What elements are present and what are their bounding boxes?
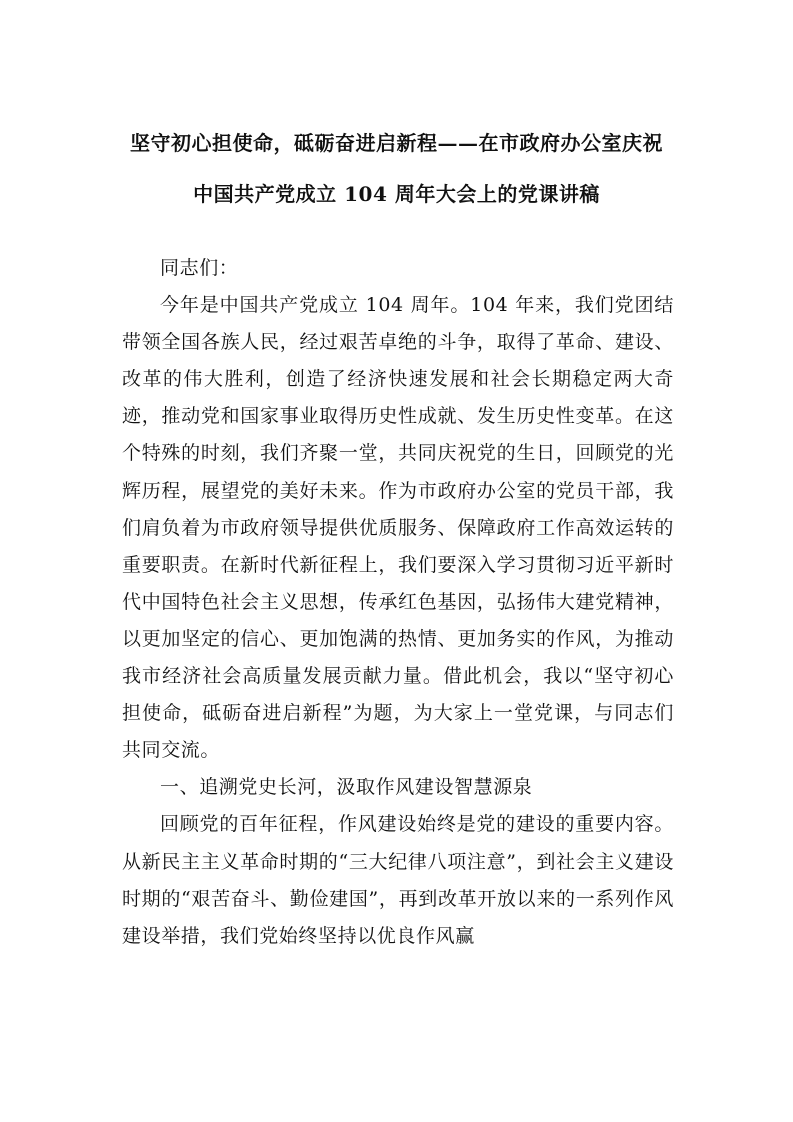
- document-title-line-1: 坚守初心担使命，砥砺奋进启新程——在市政府办公室庆祝: [130, 131, 663, 155]
- section-heading: 一、追溯党史长河，汲取作风建设智慧源泉: [160, 776, 533, 799]
- salutation: 同志们：: [160, 257, 239, 279]
- document-title-line-2: 中国共产党成立 104 周年大会上的党课讲稿: [193, 182, 600, 206]
- body-paragraph: 回顾党的百年征程，作风建设始终是党的建设的重要内容。从新民主主义革命时期的“三大纪律八项注意”，到社会主义建设时期的“艰苦奋斗、勤俭建国”，再到改革开放以来的一系列作风建设举措，我们党始终坚持以优良作风赢: [122, 813, 674, 947]
- body-paragraph: 今年是中国共产党成立 104 周年。104 年来，我们党团结带领全国各族人民，经过艰苦卓绝的斗争，取得了革命、建设、改革的伟大胜利，创造了经济快速发展和社会长期稳定两大奇迹，推动党和国家事业取得历史性成就、发生历史性变革。在这个特殊的时刻，我们齐聚一堂，共同庆祝党的生日，回顾党的光辉历程，展望党的美好未来。作为市政府办公室的党员干部，我们肩负着为市政府领导提供优质服务、保障政府工作高效运转的重要职责。在新时代新征程上，我们要深入学习贯彻习近平新时代中国特色社会主义思想，传承红色基因，弘扬伟大建党精神，以更加坚定的信心、更加饱满的热情、更加务实的作风，为推动我市经济社会高质量发展贡献力量。借此机会，我以“坚守初心担使命，砥砺奋进启新程”为题，为大家上一堂党课，与同志们共同交流。: [122, 294, 674, 762]
- document-body: [122, 250, 674, 955]
